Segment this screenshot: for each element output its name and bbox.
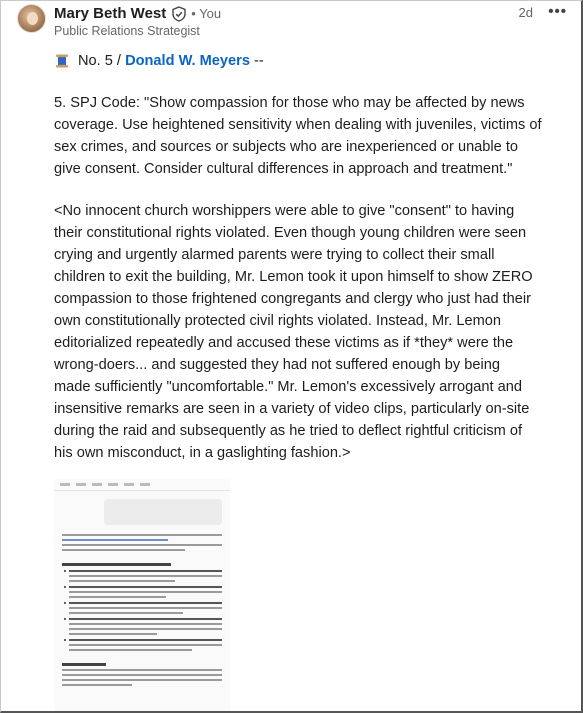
text-line: children to exit the building, Mr. Lemon took it upon himself to show ZERO — [54, 269, 533, 285]
paragraph-spj-code — [54, 92, 572, 180]
more-options-icon[interactable]: ••• — [548, 3, 567, 20]
text-line: made sufficiently "uncomfortable." Mr. Lemon's excessively arrogant and — [54, 379, 522, 395]
author-name[interactable]: Mary Beth West — [54, 5, 167, 22]
text-line: own constitutionally protected civil rights violated. Instead, Mr. Lemon — [54, 313, 501, 329]
paragraph-commentary — [54, 200, 572, 464]
author-headline: Public Relations Strategist — [54, 24, 200, 38]
author-avatar[interactable] — [17, 4, 46, 33]
screenshot-query-bubble — [104, 499, 222, 525]
verified-shield-icon — [171, 6, 187, 22]
text-line: crying and urgently alarmed parents were trying to collect their small — [54, 247, 495, 263]
screenshot-nav-bar — [54, 479, 230, 491]
text-line: insensitive remarks are seen in a variety of video clips, particularly on-site — [54, 401, 530, 417]
attached-screenshot-image[interactable] — [54, 479, 230, 711]
text-line: give consent. Consider cultural differences in approach and treatment." — [54, 161, 513, 177]
text-line: during the raid and subsequently as he tried to deflect rightful criticism of — [54, 423, 523, 439]
mention-link[interactable]: Donald W. Meyers — [125, 53, 250, 69]
post-body — [54, 48, 572, 464]
text-line: wrong-doers... and suggested they had not suffered enough by being — [54, 357, 500, 373]
text-line: coverage. Use heightened sensitivity when dealing with juveniles, victims of — [54, 117, 542, 133]
you-label: • You — [191, 6, 222, 21]
text-line: compassion to those frightened congregants and clergy who just had their — [54, 291, 532, 307]
text-line: <No innocent church worshippers were able to give "consent" to having — [54, 203, 515, 219]
post-header — [54, 4, 571, 40]
text-line: sex crimes, and sources or subjects who are inexperienced or unable to — [54, 139, 518, 155]
text-line: his own misconduct, in a gaslighting fashion.> — [54, 445, 351, 461]
author-name-row — [54, 4, 571, 23]
post-intro-line — [54, 50, 572, 72]
post-time: 2d — [518, 5, 533, 20]
text-line: 5. SPJ Code: "Show compassion for those who may be affected by news — [54, 95, 525, 111]
intro-suffix: -- — [254, 53, 264, 69]
avatar-face — [27, 12, 38, 25]
text-line: their constitutional rights violated. Even though young children were seen — [54, 225, 527, 241]
thread-spool-icon — [54, 53, 70, 69]
text-line: editorialized repeatedly and accused these victims as if *they* were the — [54, 335, 514, 351]
intro-prefix: No. 5 / — [78, 53, 121, 69]
